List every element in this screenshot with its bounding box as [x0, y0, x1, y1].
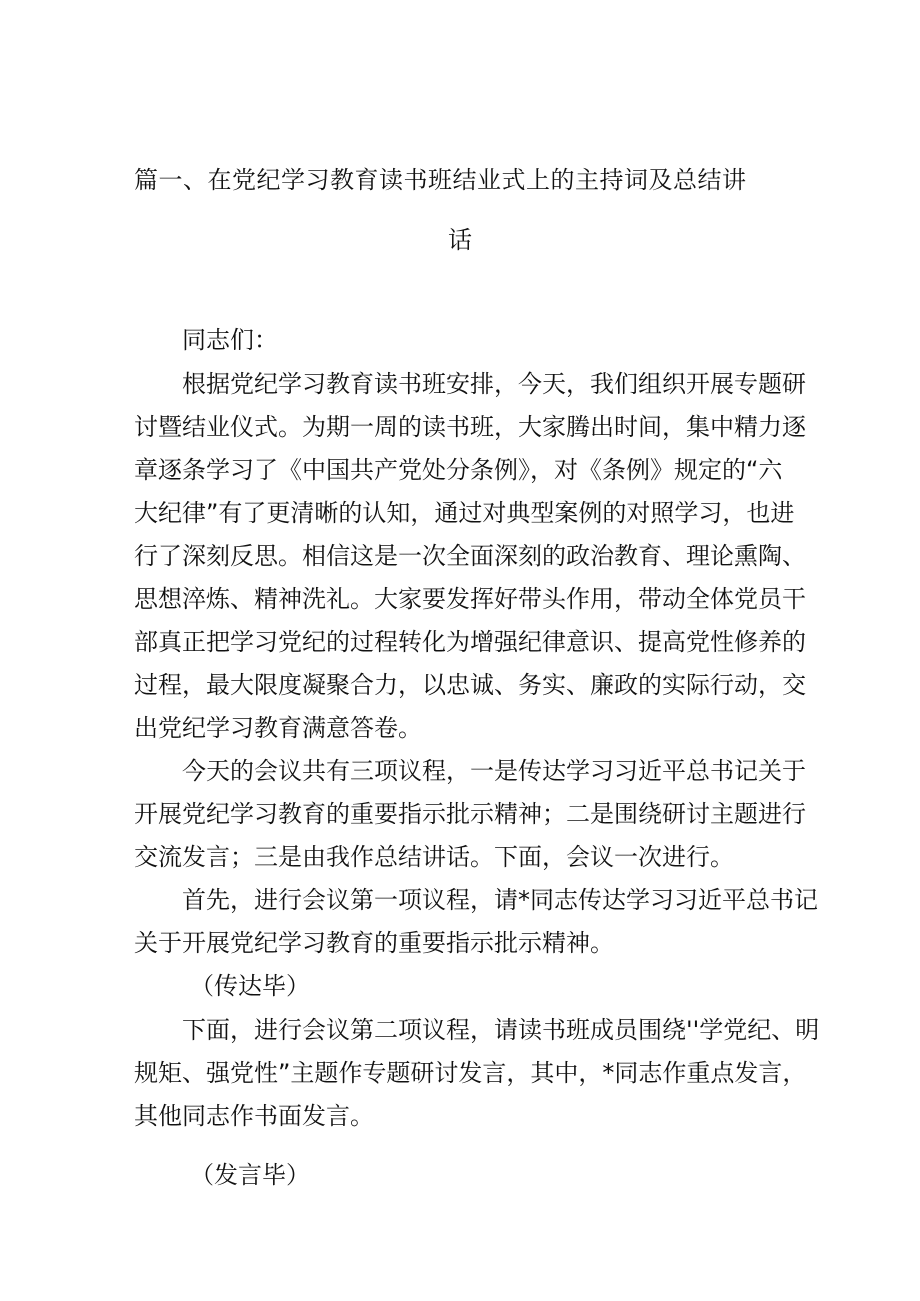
paragraph-4-line-1: 下面，进行会议第二项议程，请读书班成员围绕''学党纪、明 — [182, 1016, 820, 1044]
paragraph-3-line-2: 关于开展党纪学习教育的重要指示批示精神。 — [134, 929, 614, 957]
paragraph-1-line-2: 讨暨结业仪式。为期一周的读书班，大家腾出时间，集中精力逐 — [134, 413, 806, 441]
paragraph-4-line-2: 规矩、强党性”主题作专题研讨发言，其中，*同志作重点发言， — [134, 1059, 807, 1087]
paragraph-3-line-1: 首先，进行会议第一项议程，请*同志传达学习习近平总书记 — [182, 886, 818, 914]
paragraph-2-line-3: 交流发言；三是由我作总结讲话。下面，会议一次进行。 — [134, 843, 734, 871]
salutation: 同志们： — [182, 326, 278, 354]
paragraph-4-line-3: 其他同志作书面发言。 — [134, 1102, 374, 1130]
paragraph-1-line-7: 部真正把学习党纪的过程转化为增强纪律意识、提高党性修养的 — [134, 628, 806, 656]
stage-note-speech: （发言毕） — [190, 1161, 310, 1189]
document-title-line-1: 篇一、在党纪学习教育读书班结业式上的主持词及总结讲 — [134, 166, 747, 194]
document-title-line-2: 话 — [448, 226, 472, 254]
paragraph-1-line-4: 大纪律”有了更清晰的认知，通过对典型案例的对照学习，也进 — [134, 499, 795, 527]
paragraph-2-line-1: 今天的会议共有三项议程，一是传达学习习近平总书记关于 — [182, 757, 806, 785]
paragraph-1-line-9: 出党纪学习教育满意答卷。 — [134, 714, 422, 742]
stage-note-relay: （传达毕） — [190, 972, 310, 1000]
paragraph-1-line-8: 过程，最大限度凝聚合力，以忠诚、务实、廉政的实际行动，交 — [134, 671, 806, 699]
paragraph-1-line-3: 章逐条学习了《中国共产党处分条例》，对《条例》规定的“六 — [134, 456, 783, 484]
paragraph-1-line-5: 行了深刻反思。相信这是一次全面深刻的政治教育、理论熏陶、 — [134, 542, 806, 570]
paragraph-1-line-1: 根据党纪学习教育读书班安排，今天，我们组织开展专题研 — [182, 370, 806, 398]
paragraph-1-line-6: 思想淬炼、精神洗礼。大家要发挥好带头作用，带动全体党员干 — [134, 585, 806, 613]
paragraph-2-line-2: 开展党纪学习教育的重要指示批示精神；二是围绕研讨主题进行 — [134, 800, 806, 828]
